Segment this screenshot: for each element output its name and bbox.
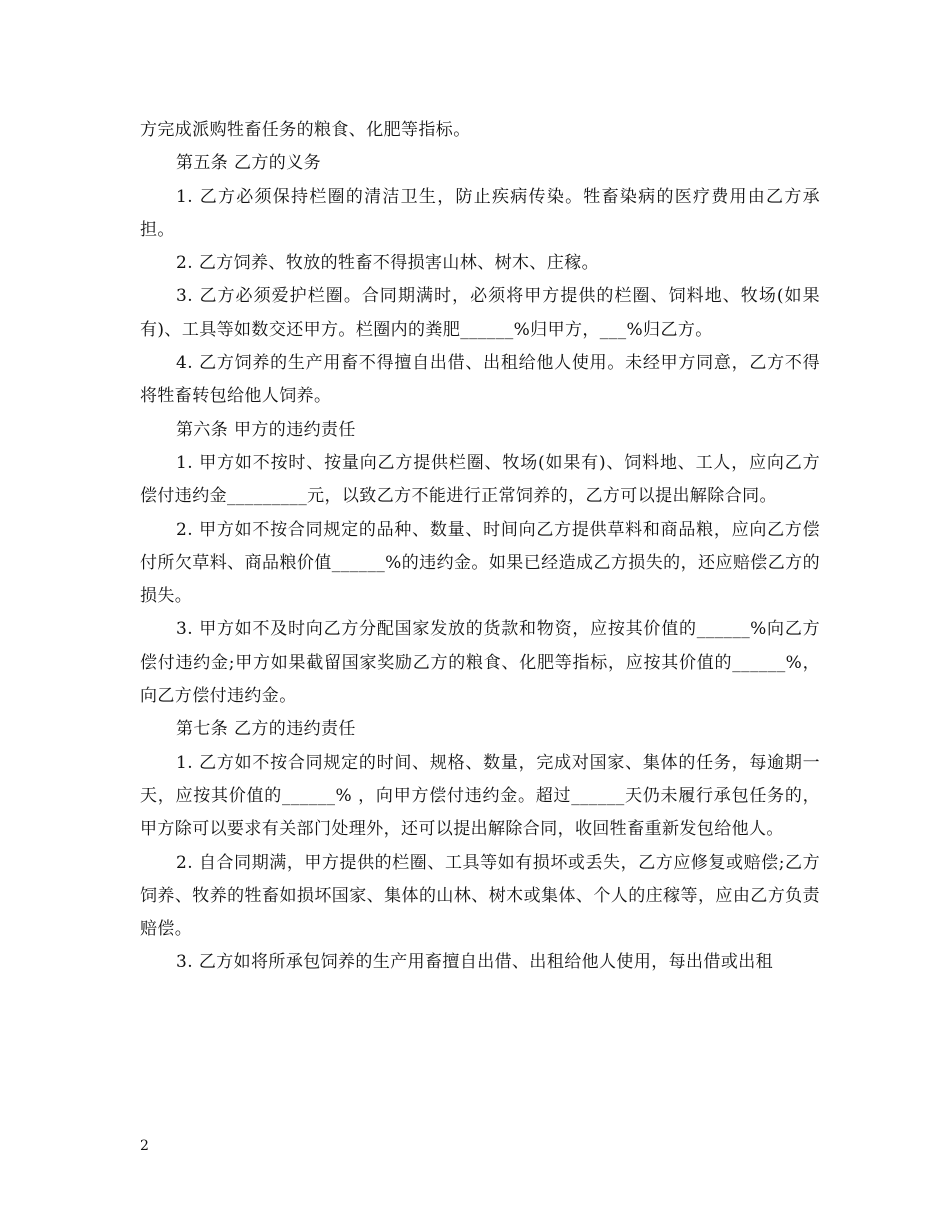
paragraph: 第七条 乙方的违约责任 (176, 719, 356, 740)
paragraph: 第六条 甲方的违约责任 (176, 419, 356, 440)
paragraph: 2. 自合同期满，甲方提供的栏圈、工具等如有损坏或丢失，乙方应修复或赔偿;乙方饲养、牧养的牲畜如损坏国家、集体的山林、树木或集体、个人的庄稼等，应由乙方负责赔偿。 (140, 852, 820, 940)
paragraph: 2. 乙方饲养、牧放的牲畜不得损害山林、树木、庄稼。 (176, 253, 600, 274)
paragraph: 4. 乙方饲养的生产用畜不得擅自出借、出租给他人使用。未经甲方同意，乙方不得将牲畜转包给他人饲养。 (140, 353, 820, 407)
paragraph: 第五条 乙方的义务 (176, 153, 322, 174)
paragraph: 3. 乙方必须爱护栏圈。合同期满时，必须将甲方提供的栏圈、饲料地、牧场(如果有)、工具等如数交还甲方。栏圈内的粪肥______%归甲方，___%归乙方。 (140, 286, 820, 340)
paragraph: 1. 乙方如不按合同规定的时间、规格、数量，完成对国家、集体的任务，每逾期一天，应按其价值的______% ，向甲方偿付违约金。超过______天仍未履行承包任务的，甲方除可以要求有关部门处理外，还可以提出解除合同，收回牲畜重新发包给他人。 (140, 752, 820, 840)
paragraph: 1. 乙方必须保持栏圈的清洁卫生，防止疾病传染。牲畜染病的医疗费用由乙方承担。 (140, 186, 820, 240)
document-body (140, 114, 820, 980)
paragraph: 3. 乙方如将所承包饲养的生产用畜擅自出借、出租给他人使用，每出借或出租 (176, 952, 774, 973)
paragraph: 1. 甲方如不按时、按量向乙方提供栏圈、牧场(如果有)、饲料地、工人，应向乙方偿付违约金_________元，以致乙方不能进行正常饲养的，乙方可以提出解除合同。 (140, 452, 820, 507)
paragraph: 3. 甲方如不及时向乙方分配国家发放的货款和物资，应按其价值的______%向乙方偿付违约金;甲方如果截留国家奖励乙方的粮食、化肥等指标，应按其价值的______%，向乙方偿付违约金。 (140, 619, 820, 707)
paragraph: 方完成派购牲畜任务的粮食、化肥等指标。 (140, 120, 471, 140)
page-number: 2 (140, 1138, 149, 1154)
paragraph: 2. 甲方如不按合同规定的品种、数量、时间向乙方提供草料和商品粮，应向乙方偿付所欠草料、商品粮价值______%的违约金。如果已经造成乙方损失的，还应赔偿乙方的损失。 (140, 519, 820, 607)
